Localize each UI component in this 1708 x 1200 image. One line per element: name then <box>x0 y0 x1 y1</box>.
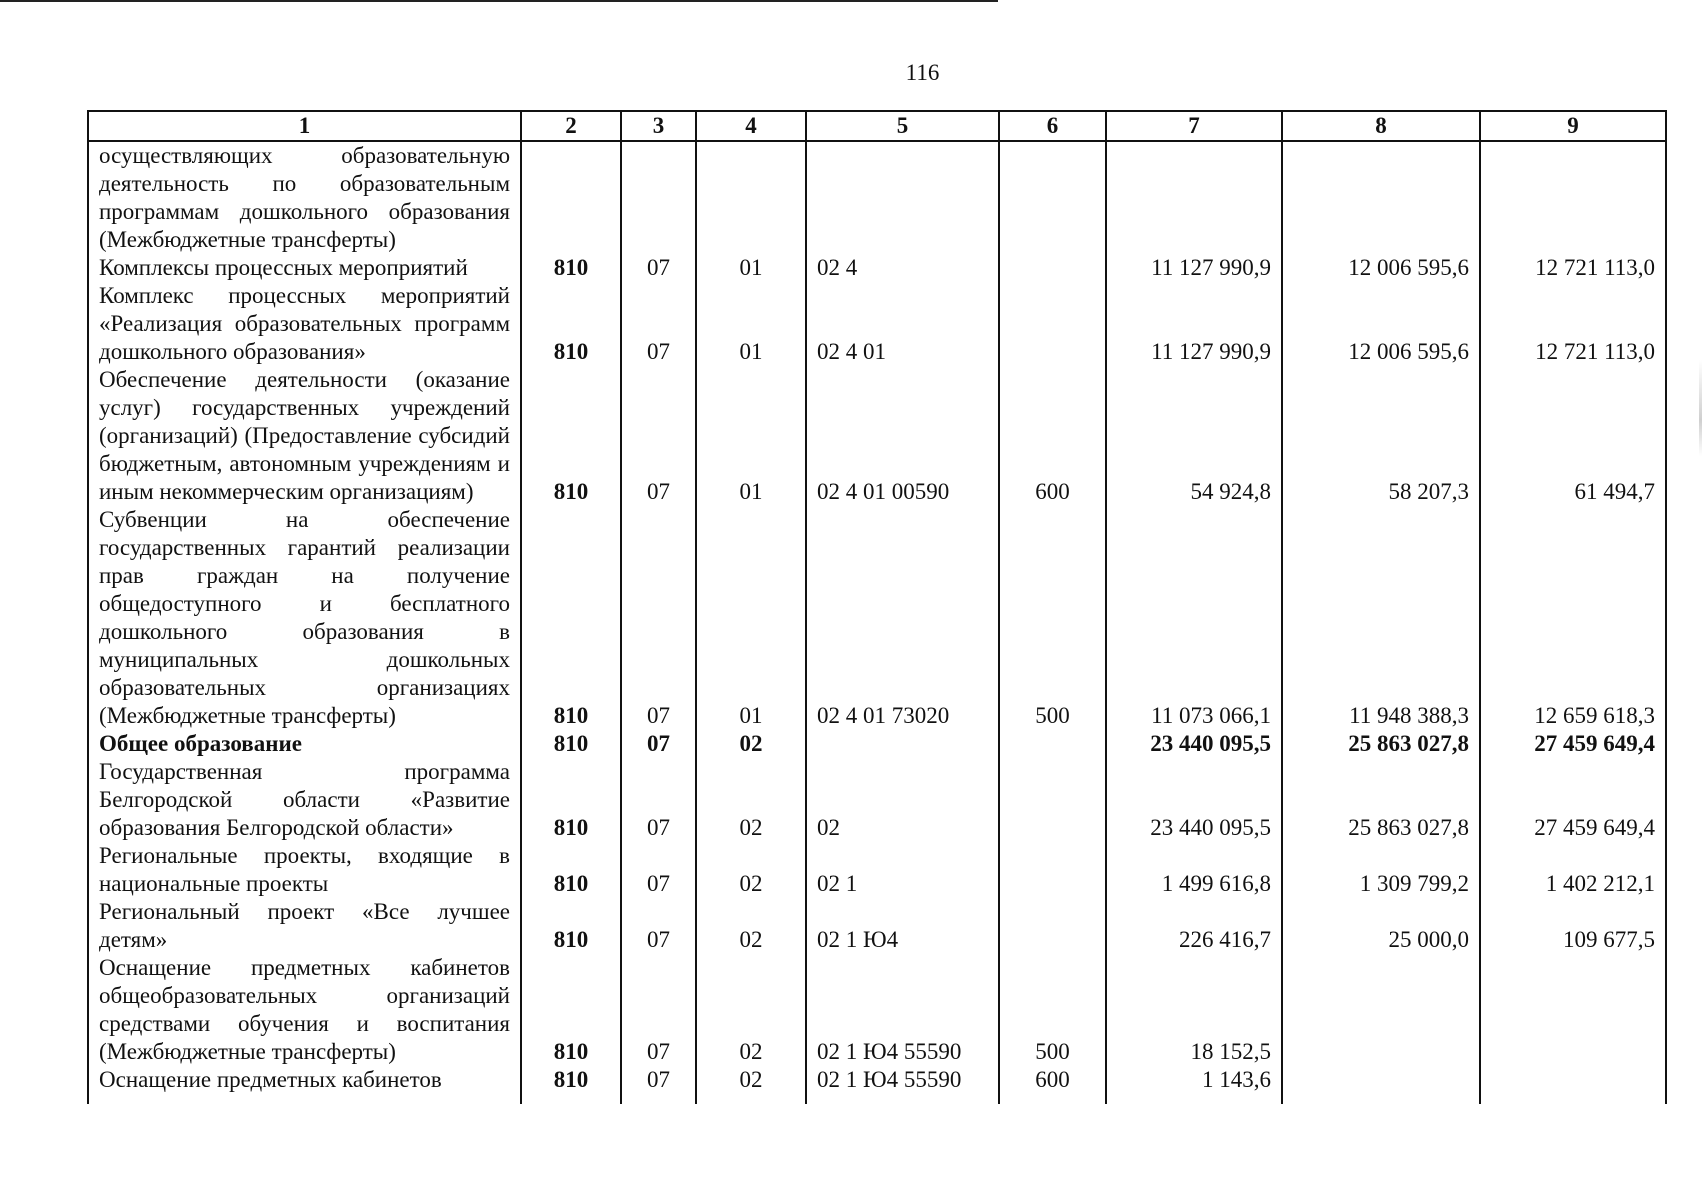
cell-expense-type <box>999 842 1106 898</box>
cell-amount-year2: 25 863 027,8 <box>1282 730 1480 758</box>
cell-expense-type <box>999 141 1106 254</box>
cell-amount-year3: 12 721 113,0 <box>1480 254 1666 282</box>
cell-name: Региональные проекты, входящие в национальные проекты <box>88 842 521 898</box>
cell-target-item: 02 4 <box>806 254 999 282</box>
page-number: 116 <box>905 60 940 85</box>
cell-target-item: 02 4 01 <box>806 282 999 366</box>
cell-amount-year3 <box>1480 954 1666 1066</box>
cell-target-item <box>806 730 999 758</box>
cell-amount-year1: 18 152,5 <box>1106 954 1282 1066</box>
column-header-3: 3 <box>621 111 696 141</box>
column-header-2: 2 <box>521 111 621 141</box>
cell-subsection: 02 <box>696 758 806 842</box>
cell-section: 07 <box>621 1066 696 1104</box>
table-row <box>88 506 1666 730</box>
cell-expense-type <box>999 254 1106 282</box>
cell-name: Субвенции на обеспечение государственных гарантий реализации прав граждан на получение общедоступного и бесплатного дошкольного образования в муниципальных дошкольных образовательных организациях (Межбюджетные трансферты) <box>88 506 521 730</box>
cell-amount-year3: 12 659 618,3 <box>1480 506 1666 730</box>
cell-subsection: 02 <box>696 898 806 954</box>
column-header-5: 5 <box>806 111 999 141</box>
cell-name: осуществляющих образовательную деятельность по образовательным программам дошкольного образования (Межбюджетные трансферты) <box>88 141 521 254</box>
cell-target-item: 02 1 <box>806 842 999 898</box>
cell-name: Оснащение предметных кабинетов <box>88 1066 521 1104</box>
column-header-8: 8 <box>1282 111 1480 141</box>
cell-target-item: 02 1 Ю4 <box>806 898 999 954</box>
cell-subsection: 02 <box>696 730 806 758</box>
cell-target-item: 02 1 Ю4 55590 <box>806 1066 999 1104</box>
cell-subsection: 02 <box>696 842 806 898</box>
cell-name: Оснащение предметных кабинетов общеобразовательных организаций средствами обучения и воспитания (Межбюджетные трансферты) <box>88 954 521 1066</box>
table-row <box>88 254 1666 282</box>
cell-section: 07 <box>621 506 696 730</box>
cell-amount-year1: 1 143,6 <box>1106 1066 1282 1104</box>
cell-amount-year1: 11 127 990,9 <box>1106 254 1282 282</box>
cell-expense-type: 600 <box>999 1066 1106 1104</box>
cell-amount-year2: 12 006 595,6 <box>1282 254 1480 282</box>
cell-subsection: 01 <box>696 506 806 730</box>
cell-target-item: 02 4 01 00590 <box>806 366 999 506</box>
cell-amount-year1: 1 499 616,8 <box>1106 842 1282 898</box>
cell-amount-year2: 12 006 595,6 <box>1282 282 1480 366</box>
cell-amount-year2: 25 000,0 <box>1282 898 1480 954</box>
cell-amount-year3: 1 402 212,1 <box>1480 842 1666 898</box>
cell-amount-year3: 27 459 649,4 <box>1480 730 1666 758</box>
header-row <box>88 111 1666 141</box>
cell-name: Комплексы процессных мероприятий <box>88 254 521 282</box>
cell-subsection: 02 <box>696 1066 806 1104</box>
table-row <box>88 282 1666 366</box>
cell-target-item <box>806 141 999 254</box>
cell-subsection: 01 <box>696 282 806 366</box>
cell-name: Комплекс процессных мероприятий «Реализация образовательных программ дошкольного образования» <box>88 282 521 366</box>
cell-expense-type <box>999 898 1106 954</box>
cell-grbs: 810 <box>521 758 621 842</box>
cell-amount-year2 <box>1282 141 1480 254</box>
cell-expense-type <box>999 282 1106 366</box>
table-row <box>88 1066 1666 1104</box>
cell-expense-type <box>999 730 1106 758</box>
cell-section <box>621 141 696 254</box>
cell-grbs: 810 <box>521 730 621 758</box>
cell-subsection: 01 <box>696 254 806 282</box>
cell-amount-year3: 61 494,7 <box>1480 366 1666 506</box>
budget-table <box>87 110 1667 1104</box>
cell-target-item: 02 1 Ю4 55590 <box>806 954 999 1066</box>
cell-section: 07 <box>621 366 696 506</box>
cell-section: 07 <box>621 898 696 954</box>
column-header-6: 6 <box>999 111 1106 141</box>
cell-grbs: 810 <box>521 842 621 898</box>
cell-section: 07 <box>621 282 696 366</box>
cell-grbs <box>521 141 621 254</box>
column-header-9: 9 <box>1480 111 1666 141</box>
table-row <box>88 842 1666 898</box>
cell-expense-type: 600 <box>999 366 1106 506</box>
cell-grbs: 810 <box>521 366 621 506</box>
scan-top-rule <box>0 0 998 2</box>
table-row <box>88 366 1666 506</box>
cell-grbs: 810 <box>521 1066 621 1104</box>
cell-amount-year2 <box>1282 1066 1480 1104</box>
cell-grbs: 810 <box>521 954 621 1066</box>
cell-grbs: 810 <box>521 898 621 954</box>
cell-amount-year1: 11 073 066,1 <box>1106 506 1282 730</box>
cell-grbs: 810 <box>521 506 621 730</box>
table-row <box>88 898 1666 954</box>
cell-section: 07 <box>621 758 696 842</box>
cell-grbs: 810 <box>521 254 621 282</box>
cell-subsection <box>696 141 806 254</box>
cell-subsection: 02 <box>696 954 806 1066</box>
cell-expense-type: 500 <box>999 506 1106 730</box>
cell-amount-year2: 11 948 388,3 <box>1282 506 1480 730</box>
cell-amount-year2: 25 863 027,8 <box>1282 758 1480 842</box>
cell-amount-year3: 12 721 113,0 <box>1480 282 1666 366</box>
cell-expense-type <box>999 758 1106 842</box>
cell-amount-year3: 27 459 649,4 <box>1480 758 1666 842</box>
cell-amount-year2: 1 309 799,2 <box>1282 842 1480 898</box>
cell-amount-year1: 226 416,7 <box>1106 898 1282 954</box>
cell-amount-year1: 54 924,8 <box>1106 366 1282 506</box>
cell-name: Региональный проект «Все лучшее детям» <box>88 898 521 954</box>
cell-amount-year1: 23 440 095,5 <box>1106 730 1282 758</box>
cell-amount-year3 <box>1480 1066 1666 1104</box>
cell-grbs: 810 <box>521 282 621 366</box>
table-row <box>88 954 1666 1066</box>
table-body <box>88 141 1666 1104</box>
cell-amount-year2: 58 207,3 <box>1282 366 1480 506</box>
cell-expense-type: 500 <box>999 954 1106 1066</box>
column-header-7: 7 <box>1106 111 1282 141</box>
scan-edge-shadow <box>1699 0 1702 1200</box>
cell-amount-year1: 11 127 990,9 <box>1106 282 1282 366</box>
column-header-4: 4 <box>696 111 806 141</box>
cell-name: Общее образование <box>88 730 521 758</box>
cell-name: Обеспечение деятельности (оказание услуг) государственных учреждений (организаций) (Предоставление субсидий бюджетным, автономным учреждениям и иным некоммерческим организациям) <box>88 366 521 506</box>
table-row <box>88 758 1666 842</box>
cell-amount-year1: 23 440 095,5 <box>1106 758 1282 842</box>
table-row <box>88 141 1666 254</box>
cell-section: 07 <box>621 254 696 282</box>
cell-section: 07 <box>621 730 696 758</box>
cell-name: Государственная программа Белгородской области «Развитие образования Белгородской области» <box>88 758 521 842</box>
cell-section: 07 <box>621 842 696 898</box>
cell-target-item: 02 4 01 73020 <box>806 506 999 730</box>
cell-amount-year2 <box>1282 954 1480 1066</box>
cell-target-item: 02 <box>806 758 999 842</box>
cell-amount-year3: 109 677,5 <box>1480 898 1666 954</box>
cell-amount-year3 <box>1480 141 1666 254</box>
column-header-1: 1 <box>88 111 521 141</box>
cell-section: 07 <box>621 954 696 1066</box>
table-row <box>88 730 1666 758</box>
cell-amount-year1 <box>1106 141 1282 254</box>
cell-subsection: 01 <box>696 366 806 506</box>
